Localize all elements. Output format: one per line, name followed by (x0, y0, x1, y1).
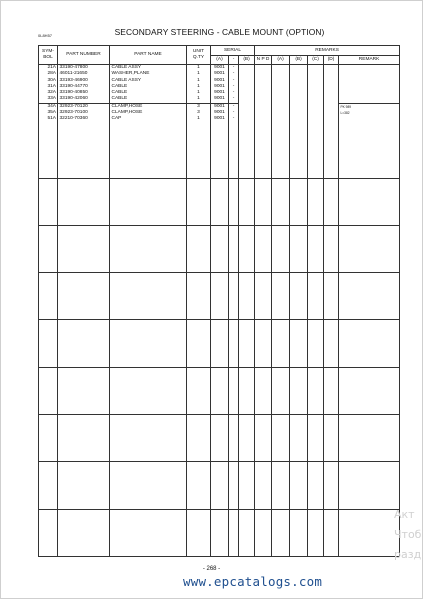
part-name-cell: CABLE ASSY WASHER,PLANE CABLE ASSY CABLE CABLE CABLE CLAMP,HOSE CLAMP,HOSE CAP (110, 65, 187, 179)
serial-dash-cell: - - - - - - - - - (229, 65, 239, 179)
table-row (39, 273, 400, 320)
ghost-text: Акт (394, 508, 415, 521)
serial-b-cell (239, 65, 255, 179)
npd-cell (255, 65, 272, 179)
remarks-d-cell (324, 65, 339, 179)
header-npd: N P D (255, 56, 272, 65)
table-row (39, 225, 400, 272)
remark-cell: PK 989 L=382 (339, 65, 400, 179)
header-remarks-c: (C) (308, 56, 324, 65)
header-remarks-b: (B) (290, 56, 308, 65)
symbol-cell: 21A 28A 30A 31A 32A 33A 34A 35A 51A (39, 65, 58, 179)
header-part-name: PART NAME (110, 46, 187, 65)
table-row (39, 178, 400, 225)
table-row (39, 367, 400, 414)
header-serial-b: (B) (239, 56, 255, 65)
ghost-text: Чтоб (394, 528, 422, 541)
part-number-cell: 33190-47800 46011-21650 33193-46900 33190-44770 33190-40850 33190-42060 32923-70120 32923-70100 32210-70360 (58, 65, 110, 179)
remarks-a-cell (272, 65, 290, 179)
header-serial-dash: - (229, 56, 239, 65)
table-row (39, 462, 400, 509)
header-remarks-a: (A) (272, 56, 290, 65)
page-title: SECONDARY STEERING - CABLE MOUNT (OPTION) (114, 27, 325, 37)
header-remark: REMARK (339, 56, 400, 65)
watermark-link[interactable]: www.epcatalogs.com (183, 574, 323, 589)
serial-a-cell: 9001 9001 9001 9001 9001 9001 9001 9001 9001 (211, 65, 229, 179)
remarks-c-cell (308, 65, 324, 179)
table-row (39, 65, 400, 179)
header-remarks-d: (D) (324, 56, 339, 65)
table-row (39, 415, 400, 462)
page-number: - 268 - (202, 566, 221, 572)
header-serial: SERIAL (211, 46, 255, 56)
header-serial-a: (A) (211, 56, 229, 65)
header-symbol: SYM- BOL (39, 46, 58, 65)
header-remarks: REMARKS (255, 46, 400, 56)
header-unit-qty: UNIT Q.TY (187, 46, 211, 65)
table-row (39, 509, 400, 556)
remarks-b-cell (290, 65, 308, 179)
document-code: 0L8H57 (38, 33, 53, 38)
header-part-number: PART NUMBER (58, 46, 110, 65)
ghost-text: разд (394, 548, 422, 561)
unit-qty-cell: 1 1 1 1 1 1 3 3 1 (187, 65, 211, 179)
parts-table (38, 45, 400, 557)
table-row (39, 320, 400, 367)
